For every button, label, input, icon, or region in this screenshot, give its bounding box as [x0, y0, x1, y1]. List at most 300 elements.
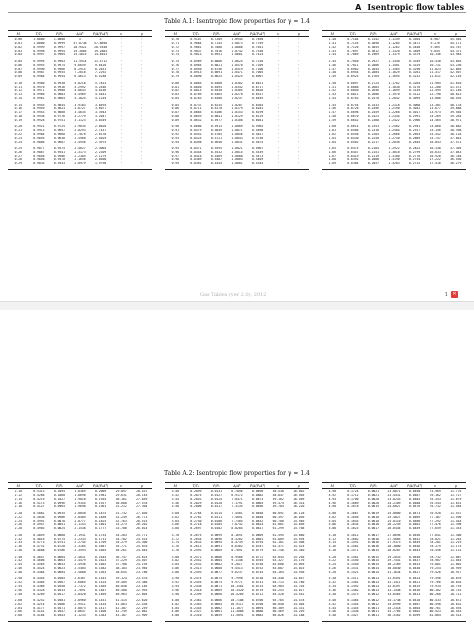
table-cell: 0.4565: [33, 563, 45, 567]
table-cell: 0.2310: [190, 614, 202, 618]
table-cell: 0.0682: [252, 614, 264, 618]
table-cell: 75.969: [429, 490, 441, 494]
table-cell: 0.1581: [347, 545, 359, 549]
table-cell: 0.6449: [252, 96, 264, 100]
table-cell: 0.6430: [210, 89, 223, 93]
table-cell: 0.0077: [210, 570, 223, 574]
table-cell: 10.9117: [230, 602, 244, 606]
table-cell: 0.0016: [367, 541, 380, 545]
table-cell: 2.32: [14, 537, 23, 541]
table-cell: 0.9084: [190, 41, 202, 45]
table-cell: 0.2493: [190, 570, 202, 574]
table-cell: 1.2750: [388, 136, 400, 140]
table-row: [8, 527, 152, 531]
table-cell: 0.6756: [210, 67, 223, 71]
table-cell: 15.015: [293, 566, 305, 570]
table-cell: 1.64: [328, 140, 337, 144]
table-cell: ·: [277, 125, 280, 129]
table-cell: 0.1634: [347, 523, 359, 527]
table-cell: 0.1754: [95, 533, 107, 537]
table-cell: 3.6727: [74, 107, 86, 111]
table-cell: 2.5880: [74, 570, 86, 574]
table-cell: 0.29: [14, 162, 23, 166]
table-cell: 0.8890: [190, 75, 202, 79]
table-row: [322, 571, 466, 575]
table-cell: 2.50: [14, 577, 23, 581]
table-cell: 0.0082: [210, 563, 223, 567]
table-cell: 3.74: [171, 541, 180, 545]
table-cell: 0.0014: [367, 570, 380, 574]
close-icon[interactable]: ✕: [452, 291, 457, 297]
table-cell: 60.397: [272, 515, 284, 519]
table-cell: 0.96: [171, 150, 180, 154]
table-cell: 15.424: [293, 545, 305, 549]
table-cell: 34.1748: [387, 599, 401, 603]
table-cell: ∞: [79, 38, 81, 42]
table-cell: ·: [297, 93, 300, 97]
table-cell: 0.3095: [409, 96, 421, 100]
table-cell: 0.94: [171, 140, 180, 144]
table-cell: 27.0696: [387, 533, 401, 537]
table-cell: 10.917: [450, 570, 462, 574]
table-cell: ·: [277, 93, 280, 97]
table-cell: 0.0013: [367, 581, 380, 585]
table-cell: 0.2822: [409, 147, 421, 151]
table-cell: 27.578: [136, 501, 148, 505]
table-cell: 2.24: [14, 519, 23, 523]
table-cell: 42.865: [450, 67, 462, 71]
table-cell: 0.6447: [347, 150, 359, 154]
table-cell: 0.3149: [409, 89, 421, 93]
table-cell: 59.784: [272, 505, 284, 509]
table-cell: 0.0517: [53, 592, 66, 596]
table-cell: 0.4773: [33, 541, 45, 545]
table-cell: ·: [120, 111, 123, 115]
table-cell: 26.2249: [387, 523, 401, 527]
table-cell: 0.0021: [367, 493, 380, 497]
table-cell: 5.36: [328, 588, 337, 592]
table-cell: ·: [297, 107, 300, 111]
table-cell: 27.859: [136, 497, 148, 501]
table-cell: 79.766: [429, 581, 441, 585]
table-cell: 0.1501: [347, 581, 359, 585]
column-header: P/P₀: [370, 31, 377, 36]
table-cell: 0.77: [171, 67, 180, 71]
table-cell: 0.6537: [252, 93, 264, 97]
table-cell: 0.2845: [367, 67, 380, 71]
table-cell: 4.08: [171, 614, 180, 618]
table-cell: 0.0117: [210, 505, 223, 509]
page-1: [0, 0, 474, 300]
table-cell: ·: [140, 107, 143, 111]
table-cell: 0.0013: [367, 588, 380, 592]
table-cell: 7.0471: [231, 497, 243, 501]
table-cell: 2.0777: [74, 519, 86, 523]
table-cell: 1.48: [328, 71, 337, 75]
table-cell: 80.923: [429, 610, 441, 614]
table-cell: 2.18: [14, 505, 23, 509]
table-cell: ·: [277, 158, 280, 162]
table-cell: 0.2418: [190, 588, 202, 592]
table-cell: 3.52: [171, 493, 180, 497]
table-cell: 0.0775: [53, 537, 66, 541]
table-cell: 10.672: [450, 599, 462, 603]
table-cell: 2.54: [14, 584, 23, 588]
table-cell: 76.162: [429, 493, 441, 497]
table-cell: 1.66: [328, 150, 337, 154]
table-cell: 0.0483: [409, 497, 421, 501]
table-cell: 0.2852: [190, 497, 202, 501]
table-cell: 2.3593: [74, 548, 86, 552]
page-2: [0, 310, 474, 632]
table-cell: 0.5532: [210, 150, 223, 154]
table-cell: 0.2151: [367, 150, 380, 154]
table-cell: 0.6364: [347, 162, 359, 166]
table-cell: 1.3010: [388, 150, 400, 154]
table-cell: ·: [140, 147, 143, 151]
table-cell: 17.516: [429, 162, 441, 166]
table-cell: 0.1724: [347, 490, 359, 494]
table-cell: 0.1667: [347, 511, 359, 515]
table-cell: 0.5036: [33, 515, 45, 519]
table-cell: 1.42: [328, 45, 337, 49]
table-cell: 5.34: [328, 584, 337, 588]
table-cell: ·: [277, 38, 280, 42]
table-cell: 11.584: [450, 505, 462, 509]
table-cell: 0.5849: [210, 129, 223, 133]
column-header: T/T₀: [349, 483, 357, 488]
table-cell: 0.0089: [210, 548, 223, 552]
table-cell: 9.6416: [95, 63, 107, 67]
table-cell: 0.4484: [33, 570, 45, 574]
table-cell: 11.679: [450, 497, 462, 501]
table-column-block: [165, 30, 309, 170]
table-cell: ·: [277, 67, 280, 71]
table-cell: 1.0056: [231, 132, 243, 136]
table-row: [322, 53, 466, 57]
table-cell: 5.40: [328, 599, 337, 603]
table-cell: 0.83: [171, 93, 180, 97]
table-cell: 9.855: [430, 49, 440, 53]
table-cell: 2.64: [14, 606, 23, 610]
table-cell: 0.04: [14, 53, 23, 57]
table-cell: ·: [277, 71, 280, 75]
table-cell: 2.66: [14, 610, 23, 614]
table-cell: 26.014: [136, 527, 148, 531]
table-cell: ·: [120, 107, 123, 111]
table-cell: 5.2992: [74, 85, 86, 89]
table-cell: ·: [277, 136, 280, 140]
table-cell: 11.905: [429, 81, 441, 85]
table-cell: 2.48: [14, 570, 23, 574]
table-cell: 0.9943: [33, 111, 45, 115]
column-header: ν: [434, 31, 437, 36]
table-cell: 0.9955: [33, 103, 45, 107]
table-cell: 15.095: [293, 563, 305, 567]
table-cell: 0.1591: [347, 541, 359, 545]
table-cell: 0.1927: [95, 501, 107, 505]
table-cell: 0.0127: [210, 493, 223, 497]
table-cell: 1.57: [328, 111, 337, 115]
table-cell: 31.6491: [387, 577, 401, 581]
table-row: [322, 97, 466, 101]
table-cell: 10.793: [450, 584, 462, 588]
table-cell: 1.3190: [388, 158, 400, 162]
table-cell: 0.2459: [367, 111, 380, 115]
table-cell: 1.1501: [388, 63, 400, 67]
table-cell: 0.0906: [53, 515, 66, 519]
table-cell: 78.021: [429, 537, 441, 541]
table-cell: 77.476: [429, 523, 441, 527]
table-cell: ·: [297, 53, 300, 57]
table-cell: 0.2654: [190, 537, 202, 541]
table-cell: 32.6397: [387, 584, 401, 588]
table-cell: 5.30: [328, 577, 337, 581]
table-cell: 2.8293: [74, 129, 86, 133]
table-cell: 5.18: [328, 548, 337, 552]
table-cell: 0.0440: [409, 555, 421, 559]
table-cell: 0.5173: [33, 501, 45, 505]
table-cell: 7.2616: [74, 71, 86, 75]
table-cell: 0.9867: [33, 150, 45, 154]
table-cell: 0.0443: [53, 614, 66, 618]
table-cell: 15.594: [293, 537, 305, 541]
table-cell: 5.32: [328, 581, 337, 585]
column-header: μ: [140, 31, 143, 36]
table-cell: 2.4031: [74, 555, 86, 559]
table-cell: ·: [297, 140, 300, 144]
table-cell: 0.4991: [33, 519, 45, 523]
table-cell: 4.94: [328, 497, 337, 501]
table-cell: 15.452: [429, 132, 441, 136]
table-cell: 77.107: [429, 515, 441, 519]
table-cell: 0.1700: [347, 497, 359, 501]
table-cell: 0.3261: [409, 71, 421, 75]
table-cell: 3.56: [171, 501, 180, 505]
table-cell: 0.0017: [367, 527, 380, 531]
table-cell: 2.9511: [74, 602, 86, 606]
table-row: [165, 614, 309, 618]
table-cell: 7.5891: [231, 515, 243, 519]
table-cell: 22.259: [136, 606, 148, 610]
table-cell: 39.564: [450, 111, 462, 115]
table-cell: 0.6041: [252, 118, 264, 122]
table-cell: 2.0508: [95, 158, 107, 162]
table-cell: 0.4524: [33, 566, 45, 570]
table-cell: 2.22: [14, 515, 23, 519]
table-cell: 0.2217: [367, 140, 380, 144]
table-cell: 0.1612: [347, 533, 359, 537]
table-cell: 66.826: [272, 614, 284, 618]
column-header: P/A(P₀A*): [406, 483, 423, 488]
table-cell: 0.6811: [252, 81, 264, 85]
table-cell: 62.471: [272, 545, 284, 549]
table-cell: 0.86: [171, 107, 180, 111]
table-cell: 42.507: [450, 71, 462, 75]
table-cell: 0.0533: [53, 588, 66, 592]
table-cell: 24.624: [136, 555, 148, 559]
table-cell: 0.0550: [53, 584, 66, 588]
table-cell: 0.8389: [190, 158, 202, 162]
table-cell: 43.187: [115, 614, 127, 618]
table-cell: 29.631: [115, 493, 127, 497]
table-cell: 7.8742: [231, 523, 243, 527]
table-cell: 10.7188: [230, 599, 244, 603]
table-cell: 0.79: [171, 75, 180, 79]
table-cell: 0.2829: [190, 501, 202, 505]
table-cell: 0.0856: [252, 505, 264, 509]
table-cell: 0.0801: [252, 537, 264, 541]
table-cell: 0.0124: [210, 497, 223, 501]
table-cell: 0.6614: [347, 125, 359, 129]
table-cell: 78.732: [429, 555, 441, 559]
column-header: μ: [454, 31, 457, 36]
table-cell: 0.0014: [367, 566, 380, 570]
table-cell: 8.1691: [231, 533, 243, 537]
table-cell: 0.0585: [53, 577, 66, 581]
table-cell: 2.0979: [74, 162, 86, 166]
table-cell: ·: [120, 81, 123, 85]
running-header: [355, 2, 464, 12]
table-cell: 5.8218: [74, 81, 86, 85]
table-cell: 2.3173: [74, 150, 86, 154]
table-cell: 0.8789: [190, 93, 202, 97]
column-header: P/P₀: [213, 483, 220, 488]
table-cell: 0.0462: [409, 523, 421, 527]
table-cell: 0.6670: [347, 114, 359, 118]
table-cell: 23.8243: [387, 497, 401, 501]
table-cell: 11.308: [450, 533, 462, 537]
table-cell: 0.0108: [210, 519, 223, 523]
table-cell: 0.9975: [53, 63, 66, 67]
table-cell: 0.0758: [252, 563, 264, 567]
table-cell: 15.768: [293, 527, 305, 531]
table-row: [165, 141, 309, 145]
table-cell: 11.044: [450, 559, 462, 563]
table-cell: 44.371: [450, 49, 462, 53]
table-cell: 0.9987: [33, 71, 45, 75]
table-cell: 0.8444: [190, 150, 202, 154]
table-cell: 0.6365: [210, 93, 223, 97]
table-cell: 11.444: [450, 519, 462, 523]
table-cell: 0.7080: [210, 45, 223, 49]
table-cell: 3.94: [171, 584, 180, 588]
table-cell: 0.1563: [95, 570, 107, 574]
table-cell: 60.091: [272, 511, 284, 515]
table-row: [165, 75, 309, 79]
table-cell: 0.0021: [367, 490, 380, 494]
table-cell: ·: [277, 132, 280, 136]
table-cell: 0.4104: [33, 614, 45, 618]
table-cell: 41.810: [450, 81, 462, 85]
table-cell: 2.6865: [74, 581, 86, 585]
table-cell: 2.0409: [74, 515, 86, 519]
table-cell: 16.338: [429, 147, 441, 151]
table-cell: 0.0456: [409, 533, 421, 537]
table-cell: 1.2502: [388, 125, 400, 129]
table-cell: ·: [120, 96, 123, 100]
table-cell: 37.708: [115, 563, 127, 567]
table-cell: 0.2966: [409, 118, 421, 122]
table-cell: ·: [297, 111, 300, 115]
table-cell: 1.46: [328, 63, 337, 67]
table-cell: 24.6027: [387, 505, 401, 509]
table-cell: 5.42: [328, 602, 337, 606]
table-cell: 80.433: [429, 599, 441, 603]
table-cell: 0.5721: [210, 136, 223, 140]
table-cell: 0.1060: [53, 493, 66, 497]
table-cell: 3.2047: [95, 114, 107, 118]
table-cell: 0.3409: [409, 49, 421, 53]
table-cell: 23.185: [136, 584, 148, 588]
table-cell: 0.2318: [367, 129, 380, 133]
table-cell: 0.5081: [33, 511, 45, 515]
table-cell: 0.9607: [53, 140, 66, 144]
table-cell: 0.8711: [190, 107, 202, 111]
table-cell: 28.3800: [387, 545, 401, 549]
table-cell: 0.2764: [367, 75, 380, 79]
table-cell: 30.2109: [387, 563, 401, 567]
table-cell: 31.1634: [387, 570, 401, 574]
table-row: [8, 53, 152, 57]
table-cell: 1.41: [328, 41, 337, 45]
table-cell: ∞: [99, 38, 102, 42]
table-cell: 3.68: [171, 527, 180, 531]
table-cell: 41.863: [115, 602, 127, 606]
table-cell: 0.11: [14, 85, 23, 89]
table-cell: 0.2675: [190, 533, 202, 537]
table-cell: 2.2333: [74, 537, 86, 541]
table-cell: 0.1712: [347, 493, 359, 497]
table-row: [165, 527, 309, 531]
table-row: [8, 593, 152, 597]
table-cell: 3.64: [171, 519, 180, 523]
table-cell: 0.0878: [53, 519, 66, 523]
table-cell: 0.0848: [252, 511, 264, 515]
table-cell: 0.1492: [347, 584, 359, 588]
table-cell: 3.86: [171, 566, 180, 570]
table-cell: 0.0015: [367, 559, 380, 563]
table-cell: 11.175: [450, 545, 462, 549]
table-cell: 1.69: [328, 162, 337, 166]
table-cell: 5.28: [328, 570, 337, 574]
table-cell: 11.5914: [73, 59, 87, 63]
table-cell: 1.2584: [388, 129, 400, 133]
table-cell: 2.9635: [74, 125, 86, 129]
table-cell: 0.7069: [347, 53, 359, 57]
table-cell: 0.0013: [367, 584, 380, 588]
table-cell: 11.131: [450, 548, 462, 552]
column-header: P/A(P₀A*): [249, 31, 266, 36]
table-cell: 10.959: [450, 566, 462, 570]
table-cell: 2.5029: [95, 136, 107, 140]
table-cell: 0.2869: [409, 136, 421, 140]
table-cell: 0.8737: [190, 103, 202, 107]
table-cell: ·: [297, 125, 300, 129]
table-cell: 43.603: [450, 59, 462, 63]
table-cell: ·: [140, 45, 143, 49]
table-cell: 3.0073: [74, 606, 86, 610]
column-header: A/A*: [390, 483, 398, 488]
table-cell: 0.2119: [367, 154, 380, 158]
table-cell: 2.3164: [74, 545, 86, 549]
table-cell: 0.8815: [190, 89, 202, 93]
table-cell: 0.0663: [53, 559, 66, 563]
table-cell: 10.514: [450, 614, 462, 618]
table-cell: 0.8416: [190, 154, 202, 158]
table-cell: 0.1027: [53, 497, 66, 501]
column-header: P/A(P₀A*): [92, 483, 109, 488]
